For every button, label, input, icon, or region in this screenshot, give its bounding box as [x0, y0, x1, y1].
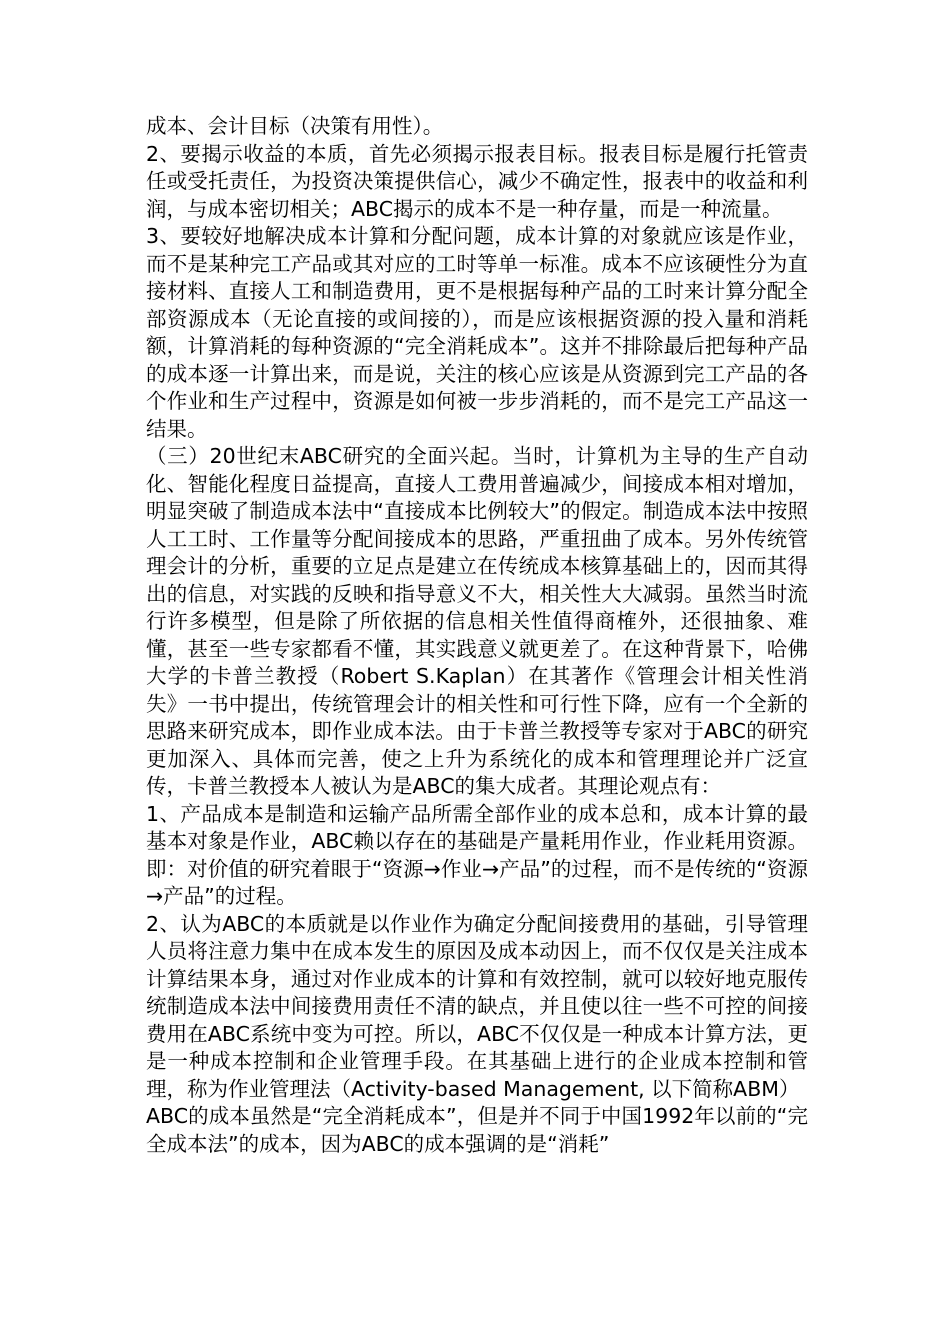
- paragraph-2: 2、要揭示收益的本质，首先必须揭示报表目标。报表目标是履行托管责任或受托责任，为投资决策提供信心，减少不确定性，报表中的收益和利润，与成本密切相关；ABC揭示的成本不是一种存量，而是一种流量。: [146, 141, 808, 221]
- document-page: [146, 113, 808, 1158]
- paragraph-6: 2、认为ABC的本质就是以作业作为确定分配间接费用的基础，引导管理人员将注意力集中在成本发生的原因及成本动因上，而不仅仅是关注成本计算结果本身，通过对作业成本的计算和有效控制，就可以较好地克服传统制造成本法中间接费用责任不清的缺点，并且使以往一些不可控的间接费用在ABC系统中变为可控。所以，ABC不仅仅是一种成本计算方法，更是一种成本控制和企业管理手段。在其基础上进行的企业成本控制和管理，称为作业管理法（Activity-based Management, 以下简称ABM）: [146, 911, 808, 1101]
- paragraph-7: ABC的成本虽然是“完全消耗成本”，但是并不同于中国1992年以前的“完全成本法”的成本，因为ABC的成本强调的是“消耗”: [146, 1104, 808, 1156]
- paragraph-3: 3、要较好地解决成本计算和分配问题，成本计算的对象就应该是作业，而不是某种完工产品或其对应的工时等单一标准。成本不应该硬性分为直接材料、直接人工和制造费用，更不是根据每种产品的工时来计算分配全部资源成本（无论直接的或间接的），而是应该根据资源的投入量和消耗额，计算消耗的每种资源的“完全消耗成本”。这并不排除最后把每种产品的成本逐一计算出来，而是说，关注的核心应该是从资源到完工产品的各个作业和生产过程中，资源是如何被一步步消耗的，而不是完工产品这一结果。: [146, 224, 808, 441]
- paragraph-1: 成本、会计目标（决策有用性）。: [146, 114, 444, 138]
- paragraph-4: （三）20世纪末ABC研究的全面兴起。当时，计算机为主导的生产自动化、智能化程度日益提高，直接人工费用普遍减少，间接成本相对增加，明显突破了制造成本法中“直接成本比例较大”的假定。制造成本法中按照人工工时、工作量等分配间接成本的思路，严重扭曲了成本。另外传统管理会计的分析，重要的立足点是建立在传统成本核算基础上的，因而其得出的信息，对实践的反映和指导意义不大，相关性大大减弱。虽然当时流行许多模型，但是除了所依据的信息相关性值得商榷外，还很抽象、难懂，甚至一些专家都看不懂，其实践意义就更差了。在这种背景下，哈佛大学的卡普兰教授（Robert S.Kaplan）在其著作《管理会计相关性消失》一书中提出，传统管理会计的相关性和可行性下降，应有一个全新的思路来研究成本，即作业成本法。由于卡普兰教授等专家对于ABC的研究更加深入、具体而完善，使之上升为系统化的成本和管理理论并广泛宣传，卡普兰教授本人被认为是ABC的集大成者。其理论观点有：: [146, 444, 808, 798]
- paragraph-5: 1、产品成本是制造和运输产品所需全部作业的成本总和，成本计算的最基本对象是作业，ABC赖以存在的基础是产量耗用作业，作业耗用资源。即：对价值的研究着眼于“资源→作业→产品”的过程，而不是传统的“资源→产品”的过程。: [146, 801, 808, 908]
